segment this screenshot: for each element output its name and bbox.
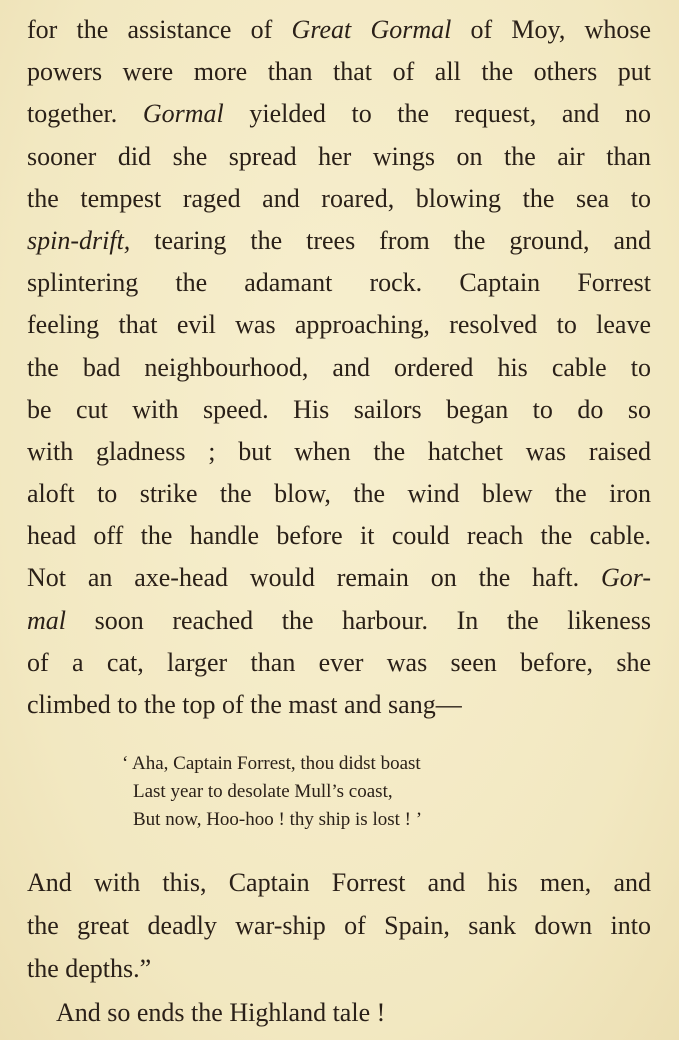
verse-quotation: [122, 750, 422, 834]
text-line: aloft to strike the blow, the wind blew the iron: [27, 479, 651, 509]
text-line: together. Gormal yielded to the request, and no: [27, 99, 651, 129]
text-line: of a cat, larger than ever was seen before, she: [27, 647, 651, 677]
text-line: spin-drift, tearing the trees from the ground, and: [27, 225, 651, 255]
verse-line: ‘ Aha, Captain Forrest, thou didst boast: [122, 753, 421, 774]
text-line: the tempest raged and roared, blowing the sea to: [27, 183, 651, 213]
text-line: for the assistance of Great Gormal of Moy, whose: [27, 15, 651, 44]
conclusion-paragraph: [27, 861, 651, 990]
text-line: feeling that evil was approaching, resolved to leave: [27, 310, 651, 340]
verse-line: But now, Hoo-hoo ! thy ship is lost ! ’: [133, 809, 423, 830]
verse-line: Last year to desolate Mull’s coast,: [133, 781, 393, 802]
closing-line: And so ends the Highland tale !: [56, 998, 386, 1027]
text-line: with gladness ; but when the hatchet was raised: [27, 436, 651, 466]
text-line: climbed to the top of the mast and sang—: [27, 690, 462, 719]
text-line: head off the handle before it could reach the cable.: [27, 521, 651, 551]
text-line: sooner did she spread her wings on the air than: [27, 141, 651, 171]
text-line: the depths.”: [27, 954, 152, 983]
text-line: Not an axe-head would remain on the haft. Gor-: [27, 563, 651, 593]
text-line: be cut with speed. His sailors began to do so: [27, 394, 651, 424]
text-line: mal soon reached the harbour. In the likeness: [27, 605, 651, 635]
text-line: the bad neighbourhood, and ordered his cable to: [27, 352, 651, 382]
text-line: the great deadly war-ship of Spain, sank down into: [27, 911, 651, 940]
text-line: powers were more than that of all the others put: [27, 57, 651, 87]
story-paragraph: [27, 9, 651, 726]
text-line: splintering the adamant rock. Captain Forrest: [27, 268, 651, 298]
text-line: And with this, Captain Forrest and his men, and: [27, 868, 651, 897]
